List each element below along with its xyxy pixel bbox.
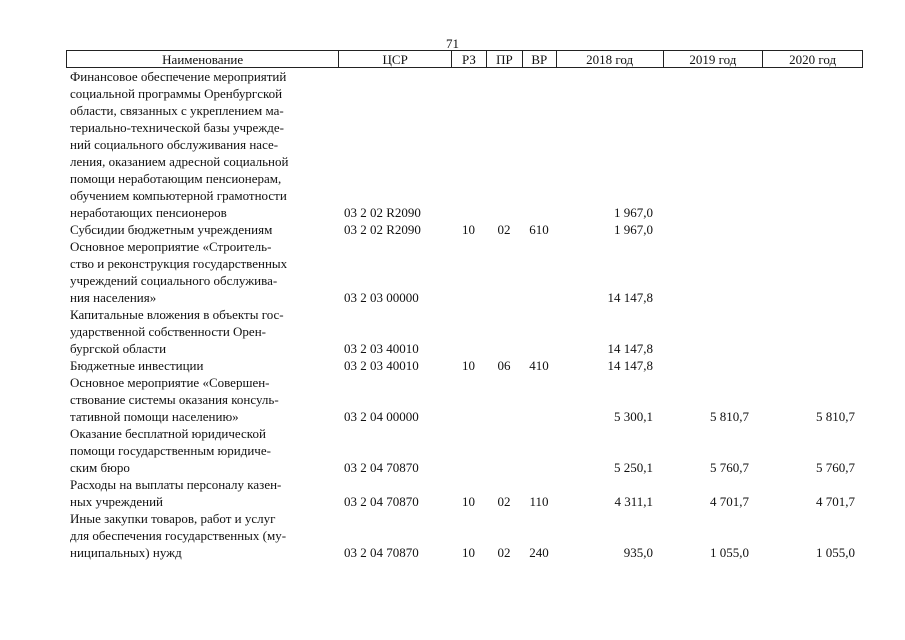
row-name-line: учреждений социального обслужива- [70, 273, 278, 288]
row-2018: 5 250,1 [614, 460, 653, 475]
table-row [66, 221, 863, 238]
row-pr: 02 [497, 222, 511, 237]
row-csr: 03 2 04 70870 [344, 460, 419, 475]
table-row [66, 425, 863, 476]
row-csr: 03 2 03 40010 [344, 341, 419, 356]
row-name-line: териально-технической базы учрежде- [70, 120, 284, 135]
row-name-line: ствование системы оказания консуль- [70, 392, 279, 407]
row-2018: 14 147,8 [607, 290, 653, 305]
table-body [66, 68, 863, 561]
table-row [66, 238, 863, 306]
row-2020: 5 760,7 [816, 460, 855, 475]
row-name [66, 425, 338, 476]
table-row [66, 476, 863, 510]
header-csr: ЦСР [338, 51, 451, 67]
row-2018: 1 967,0 [614, 205, 653, 220]
row-name-line: ским бюро [70, 460, 130, 475]
header-rz: РЗ [451, 51, 486, 67]
row-vr: 110 [529, 494, 549, 509]
row-name-line: Расходы на выплаты персоналу казен- [70, 477, 282, 492]
row-name-line: области, связанных с укреплением ма- [70, 103, 284, 118]
header-vr: ВР [522, 51, 556, 67]
row-csr: 03 2 02 R2090 [344, 222, 421, 237]
row-pr: 02 [497, 494, 511, 509]
row-name-line: помощи неработающим пенсионерам, [70, 171, 282, 186]
row-2018: 5 300,1 [614, 409, 653, 424]
row-name-line: Бюджетные инвестиции [70, 358, 204, 373]
header-pr: ПР [486, 51, 522, 67]
row-csr: 03 2 02 R2090 [344, 205, 421, 220]
row-2018: 14 147,8 [607, 358, 653, 373]
page-number: 71 [446, 36, 459, 51]
row-2019: 5 810,7 [710, 409, 749, 424]
row-rz: 10 [462, 494, 475, 509]
row-name-line: помощи государственным юридиче- [70, 443, 271, 458]
row-pr: 06 [497, 358, 511, 373]
row-2020: 1 055,0 [816, 545, 855, 560]
row-name-line: бургской области [70, 341, 167, 356]
row-pr: 02 [497, 545, 511, 560]
row-2018: 935,0 [623, 545, 653, 560]
row-2018: 1 967,0 [614, 222, 653, 237]
budget-table [66, 50, 863, 561]
row-name-line: ударственной собственности Орен- [70, 324, 266, 339]
header-2019: 2019 год [663, 51, 763, 67]
row-csr: 03 2 03 40010 [344, 358, 419, 373]
row-rz: 10 [462, 358, 475, 373]
row-vr: 610 [529, 222, 549, 237]
table-row [66, 374, 863, 425]
row-name-line: ний социального обслуживания насе- [70, 137, 279, 152]
row-csr: 03 2 03 00000 [344, 290, 419, 305]
row-name-line: Иные закупки товаров, работ и услуг [70, 511, 276, 526]
row-name [66, 476, 338, 510]
row-name-line: обучением компьютерной грамотности [70, 188, 287, 203]
row-name [66, 374, 338, 425]
row-name-line: ных учреждений [70, 494, 163, 509]
row-2018: 4 311,1 [614, 494, 653, 509]
table-row [66, 357, 863, 374]
row-2019: 1 055,0 [710, 545, 749, 560]
row-name [66, 357, 338, 374]
header-name: Наименование [162, 52, 244, 67]
row-csr: 03 2 04 70870 [344, 494, 419, 509]
row-name [66, 238, 338, 306]
row-name-line: Субсидии бюджетным учреждениям [70, 222, 273, 237]
row-name [66, 68, 338, 221]
row-csr: 03 2 04 00000 [344, 409, 419, 424]
row-name-line: тативной помощи населению» [70, 409, 239, 424]
row-2019: 4 701,7 [710, 494, 749, 509]
row-name-line: для обеспечения государственных (му- [70, 528, 287, 543]
row-name-line: Оказание бесплатной юридической [70, 426, 266, 441]
row-2020: 4 701,7 [816, 494, 855, 509]
row-rz: 10 [462, 222, 475, 237]
row-name-line: ления, оказанием адресной социальной [70, 154, 289, 169]
row-name-line: ство и реконструкция государственных [70, 256, 288, 271]
table-header [66, 50, 863, 68]
row-2018: 14 147,8 [607, 341, 653, 356]
row-rz: 10 [462, 545, 475, 560]
header-2018: 2018 год [556, 51, 663, 67]
row-name-line: Основное мероприятие «Строитель- [70, 239, 272, 254]
row-name-line: Основное мероприятие «Совершен- [70, 375, 270, 390]
row-vr: 410 [529, 358, 549, 373]
table-row [66, 510, 863, 561]
row-name-line: Финансовое обеспечение мероприятий [70, 69, 287, 84]
row-vr: 240 [529, 545, 549, 560]
row-csr: 03 2 04 70870 [344, 545, 419, 560]
row-name-line: ния населения» [70, 290, 157, 305]
table-row [66, 306, 863, 357]
row-name [66, 221, 338, 238]
table-row [66, 68, 863, 221]
row-2020: 5 810,7 [816, 409, 855, 424]
row-name-line: Капитальные вложения в объекты гос- [70, 307, 284, 322]
row-name-line: социальной программы Оренбургской [70, 86, 283, 101]
row-name [66, 510, 338, 561]
row-name-line: неработающих пенсионеров [70, 205, 227, 220]
row-2019: 5 760,7 [710, 460, 749, 475]
row-name-line: ниципальных) нужд [70, 545, 182, 560]
header-2020: 2020 год [762, 51, 862, 67]
row-name [66, 306, 338, 357]
